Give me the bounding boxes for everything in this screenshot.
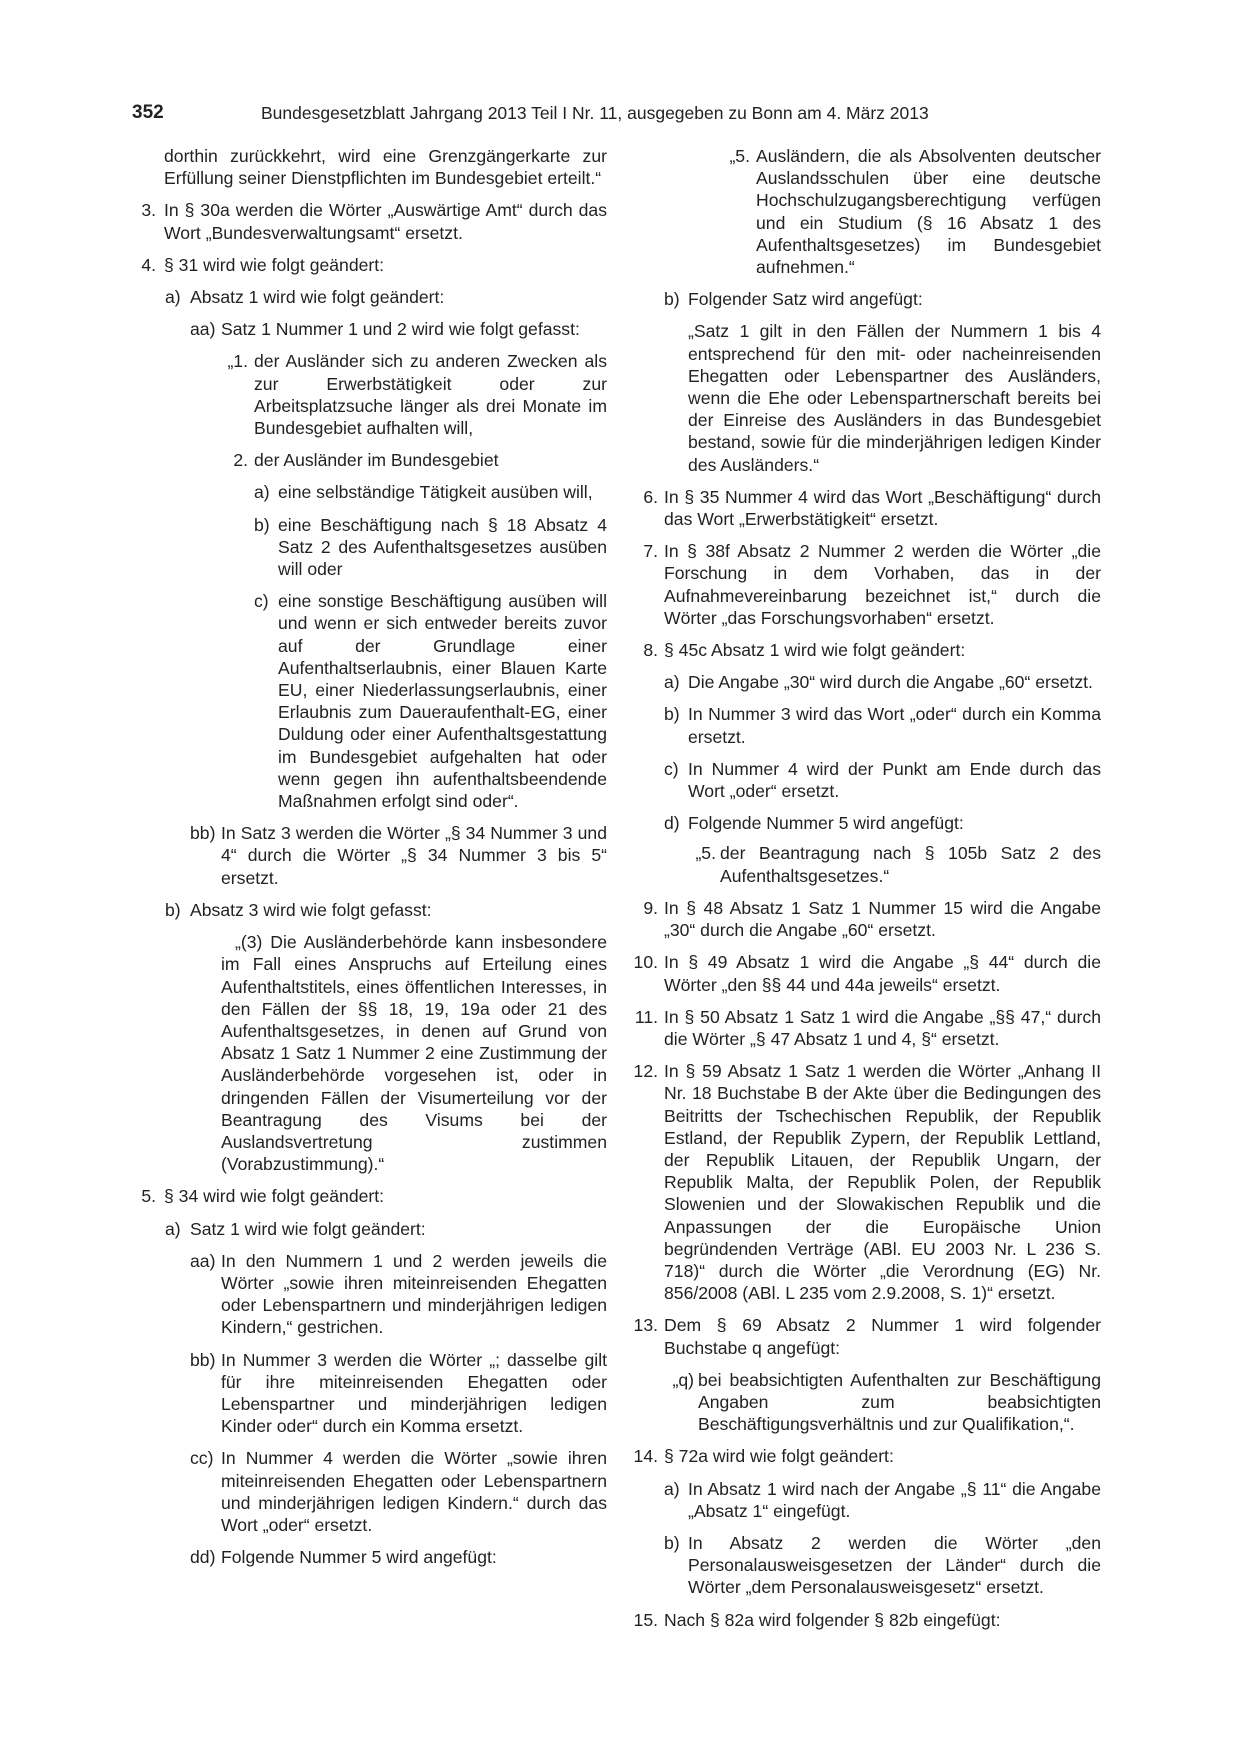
item-text: § 31 wird wie folgt geändert: — [164, 254, 385, 275]
list-item — [628, 145, 1101, 278]
item-label: „5. — [695, 843, 716, 864]
item-text: Nach § 82a wird folgender § 82b eingefügt: — [664, 1609, 1001, 1630]
item-label: 9. — [643, 897, 658, 918]
item-text: In § 50 Absatz 1 Satz 1 wird die Angabe „§§ 47,“ durch die Wörter „§ 47 Absatz 1 und 4, §“ ersetzt. — [664, 1006, 1101, 1049]
item-label: b) — [254, 514, 270, 535]
item-text: In Absatz 1 wird nach der Angabe „§ 11“ die Angabe „Absatz 1“ eingefügt. — [688, 1478, 1101, 1521]
item-text: § 34 wird wie folgt geändert: — [164, 1186, 385, 1207]
item-label: 13. — [633, 1315, 658, 1336]
item-label: a) — [254, 482, 270, 503]
item-label: b) — [664, 289, 680, 310]
list-item — [628, 1532, 1101, 1599]
item-text: Absatz 3 wird wie folgt gefasst: — [190, 899, 432, 920]
paragraph-text: „(3) Die Ausländerbehörde kann insbesondere im Fall eines Anspruchs auf Erteilung eines Aufenthaltstitels, eines öffentlichen Interesses, in den Fällen der §§ 18, 19, 19a oder 21 des Aufenthaltsgesetzes, in denen auf Grund von Absatz 1 Satz 1 Nummer 2 eine Zustimmung der Ausländerbehörde vorgesehen ist, oder in dringenden Fällen der Visumerteilung vor der Beantragung des Visums bei der Auslandsvertretung zustimmen (Vorabzustimmung).“ — [221, 932, 607, 1175]
item-label: a) — [664, 1478, 680, 1499]
item-text: der Ausländer im Bundesgebiet — [254, 450, 499, 471]
list-item — [628, 1369, 1101, 1436]
item-label: 8. — [643, 640, 658, 661]
page-header — [0, 0, 1241, 130]
list-item — [130, 318, 607, 340]
list-item — [628, 897, 1101, 941]
list-item — [130, 1250, 607, 1339]
item-label: „q) — [672, 1369, 694, 1390]
item-label: 5. — [141, 1186, 156, 1207]
item-label: b) — [664, 1532, 680, 1553]
list-item — [628, 639, 1101, 661]
list-item — [628, 842, 1101, 886]
item-text: In Nummer 4 werden die Wörter „sowie ihren miteinreisenden Ehegatten oder Lebenspartnern und minderjährigen ledigen Kindern.“ durch das Wort „oder“ ersetzt. — [221, 1448, 607, 1535]
item-text: § 72a wird wie folgt geändert: — [664, 1446, 894, 1467]
item-label: bb) — [190, 823, 216, 844]
item-label: aa) — [190, 1250, 216, 1271]
list-item — [130, 199, 607, 243]
item-text: In Nummer 3 werden die Wörter „; dasselbe gilt für ihre miteinreisenden Ehegatten oder Lebenspartner und minderjährigen ledigen Kinder oder“ durch ein Komma ersetzt. — [221, 1349, 607, 1437]
page-number: 352 — [132, 102, 164, 123]
item-text: eine selbständige Tätigkeit ausüben will, — [278, 482, 593, 503]
list-item — [130, 350, 607, 439]
list-item — [130, 1546, 607, 1568]
item-label: 7. — [643, 541, 658, 562]
item-label: „1. — [227, 351, 248, 372]
item-text: der Ausländer sich zu anderen Zwecken als zur Erwerbstätigkeit oder zur Arbeitsplatzsuche länger als drei Monate im Bundesgebiet aufhalten will, — [254, 351, 607, 439]
item-text: Folgende Nummer 5 wird angefügt: — [688, 813, 964, 834]
item-text: In Nummer 4 wird der Punkt am Ende durch das Wort „oder“ ersetzt. — [688, 758, 1101, 802]
list-item — [628, 703, 1101, 747]
item-label: c) — [254, 591, 269, 612]
running-head: Bundesgesetzblatt Jahrgang 2013 Teil I Nr. 11, ausgegeben zu Bonn am 4. März 2013 — [261, 103, 929, 123]
list-item — [628, 540, 1101, 629]
quoted-paragraph — [628, 320, 1101, 475]
list-item — [628, 1314, 1101, 1358]
item-text: Dem § 69 Absatz 2 Nummer 1 wird folgender Buchstabe q angefügt: — [664, 1315, 1101, 1358]
list-item — [130, 286, 607, 308]
item-label: d) — [664, 813, 680, 834]
list-item — [628, 1060, 1101, 1304]
item-text: Ausländern, die als Absolventen deutscher Auslandsschulen über eine deutsche Hochschulzugangsberechtigung verfügen und ein Studium (§ 16 Absatz 1 des Aufenthaltsgesetzes) im Bundesgebiet aufnehmen.“ — [756, 146, 1101, 278]
item-label: a) — [165, 1218, 181, 1239]
list-item — [130, 1185, 607, 1207]
item-text: Folgende Nummer 5 wird angefügt: — [221, 1547, 497, 1568]
list-item — [628, 1478, 1101, 1522]
item-text: In § 48 Absatz 1 Satz 1 Nummer 15 wird die Angabe „30“ durch die Angabe „60“ ersetzt. — [664, 897, 1101, 941]
item-text: bei beabsichtigten Aufenthalten zur Beschäftigung Angaben zum beabsichtigten Beschäftigungsverhältnis und zur Qualifikation,“. — [698, 1369, 1101, 1435]
list-item — [130, 481, 607, 503]
list-item — [130, 822, 607, 889]
item-text: Satz 1 wird wie folgt geändert: — [190, 1218, 426, 1239]
list-item — [130, 1218, 607, 1240]
list-item — [628, 812, 1101, 834]
list-item — [628, 951, 1101, 995]
list-item — [628, 1445, 1101, 1467]
list-item — [628, 486, 1101, 530]
item-label: b) — [664, 704, 680, 725]
item-label: c) — [664, 758, 679, 779]
item-label: 3. — [141, 200, 156, 221]
item-text: Die Angabe „30“ wird durch die Angabe „60“ ersetzt. — [688, 672, 1093, 693]
right-column — [628, 145, 1101, 1641]
list-item — [130, 514, 607, 581]
item-label: 12. — [633, 1061, 658, 1082]
item-text: In § 38f Absatz 2 Nummer 2 werden die Wörter „die Forschung in dem Vorhaben, das in der Aufnahmevereinbarung bezeichnet ist,“ durch die Wörter „das Forschungsvorhaben“ ersetzt. — [664, 541, 1101, 628]
item-label: 14. — [633, 1446, 658, 1467]
item-text: In § 59 Absatz 1 Satz 1 werden die Wörter „Anhang II Nr. 18 Buchstabe B der Akte über die Bedingungen des Beitritts der Tschechischen Republik, der Republik Estland, der Republik Zypern, der Republik Lettland, der Republik Litauen, der Republik Ungarn, der Republik Malta, der Republik Polen, der Republik Slowenien und der Slowakischen Republik und die Anpassungen der die Europäische Union begründenden Verträge (ABl. EU 2003 Nr. L 236 S. 718)“ durch die Wörter „die Verordnung (EG) Nr. 856/2008 (ABl. L 235 vom 2.9.2008, S. 1)“ ersetzt. — [664, 1061, 1101, 1304]
item-text: Satz 1 Nummer 1 und 2 wird wie folgt gefasst: — [221, 319, 580, 340]
item-text: Folgender Satz wird angefügt: — [688, 289, 923, 310]
item-text: In den Nummern 1 und 2 werden jeweils die Wörter „sowie ihren miteinreisenden Ehegatten oder Lebenspartnern und minderjährigen ledigen Kindern,“ gestrichen. — [221, 1250, 607, 1338]
list-item — [130, 449, 607, 471]
item-label: 11. — [634, 1006, 658, 1027]
item-text: § 45c Absatz 1 wird wie folgt geändert: — [664, 640, 966, 661]
list-item — [130, 899, 607, 921]
item-text: In Nummer 3 wird das Wort „oder“ durch ein Komma ersetzt. — [688, 704, 1101, 747]
list-item — [130, 1447, 607, 1536]
item-text: In § 49 Absatz 1 wird die Angabe „§ 44“ durch die Wörter „den §§ 44 und 44a jeweils“ ersetzt. — [664, 952, 1101, 995]
item-label: dd) — [190, 1547, 216, 1568]
paragraph — [130, 145, 607, 189]
paragraph-text: dorthin zurückkehrt, wird eine Grenzgängerkarte zur Erfüllung seiner Dienstpflichten im Bundesgebiet erteilt.“ — [164, 146, 607, 189]
item-label: 6. — [643, 486, 658, 507]
item-text: In § 35 Nummer 4 wird das Wort „Beschäftigung“ durch das Wort „Erwerbstätigkeit“ ersetzt. — [664, 486, 1101, 530]
paragraph-text: „Satz 1 gilt in den Fällen der Nummern 1 bis 4 entsprechend für den mit- oder nacheinreisenden Ehegatten oder Lebenspartner des Ausländers, wenn die Ehe oder Lebenspartnerschaft bereits bei der Einreise des Ausländers in das Bundesgebiet bestand, sowie für die minderjährigen ledigen Kinder des Ausländers.“ — [688, 321, 1101, 475]
item-label: 15. — [633, 1609, 658, 1630]
list-item — [628, 288, 1101, 310]
item-label: cc) — [190, 1448, 214, 1469]
item-label: a) — [165, 287, 181, 308]
item-label: 2. — [233, 450, 248, 471]
item-label: aa) — [190, 319, 216, 340]
list-item — [130, 1349, 607, 1438]
list-item — [628, 671, 1101, 693]
item-text: der Beantragung nach § 105b Satz 2 des Aufenthaltsgesetzes.“ — [720, 843, 1101, 886]
item-text: In Absatz 2 werden die Wörter „den Personalausweisgesetzen der Länder“ durch die Wörter „dem Personalausweisgesetz“ ersetzt. — [688, 1532, 1101, 1598]
item-label: b) — [165, 899, 181, 920]
list-item — [628, 758, 1101, 802]
item-label: a) — [664, 672, 680, 693]
item-text: eine Beschäftigung nach § 18 Absatz 4 Satz 2 des Aufenthaltsgesetzes ausüben will oder — [278, 514, 607, 580]
item-label: „5. — [729, 146, 750, 166]
item-label: 4. — [141, 254, 156, 275]
list-item — [628, 1006, 1101, 1050]
item-text: In § 30a werden die Wörter „Auswärtige Amt“ durch das Wort „Bundesverwaltungsamt“ ersetzt. — [164, 200, 607, 243]
left-column — [130, 145, 607, 1578]
item-text: eine sonstige Beschäftigung ausüben will und wenn er sich entweder bereits zuvor auf der Grundlage einer Aufenthaltserlaubnis, einer Blauen Karte EU, einer Niederlassungserlaubnis, einer Erlaubnis zum Daueraufenthalt-EG, einer Duldung oder einer Aufenthaltsgestattung im Bundesgebiet aufgehalten hat oder wenn gegen ihn aufenthaltsbeendende Maßnahmen erfolgt sind oder“. — [278, 591, 607, 812]
item-label: bb) — [190, 1349, 216, 1370]
list-item — [130, 590, 607, 812]
quoted-paragraph — [130, 931, 607, 1175]
item-text: In Satz 3 werden die Wörter „§ 34 Nummer 3 und 4“ durch die Wörter „§ 34 Nummer 3 bis 5“ ersetzt. — [221, 823, 607, 888]
item-label: 10. — [633, 952, 658, 973]
item-text: Absatz 1 wird wie folgt geändert: — [190, 287, 445, 308]
list-item — [130, 254, 607, 276]
list-item — [628, 1609, 1101, 1631]
